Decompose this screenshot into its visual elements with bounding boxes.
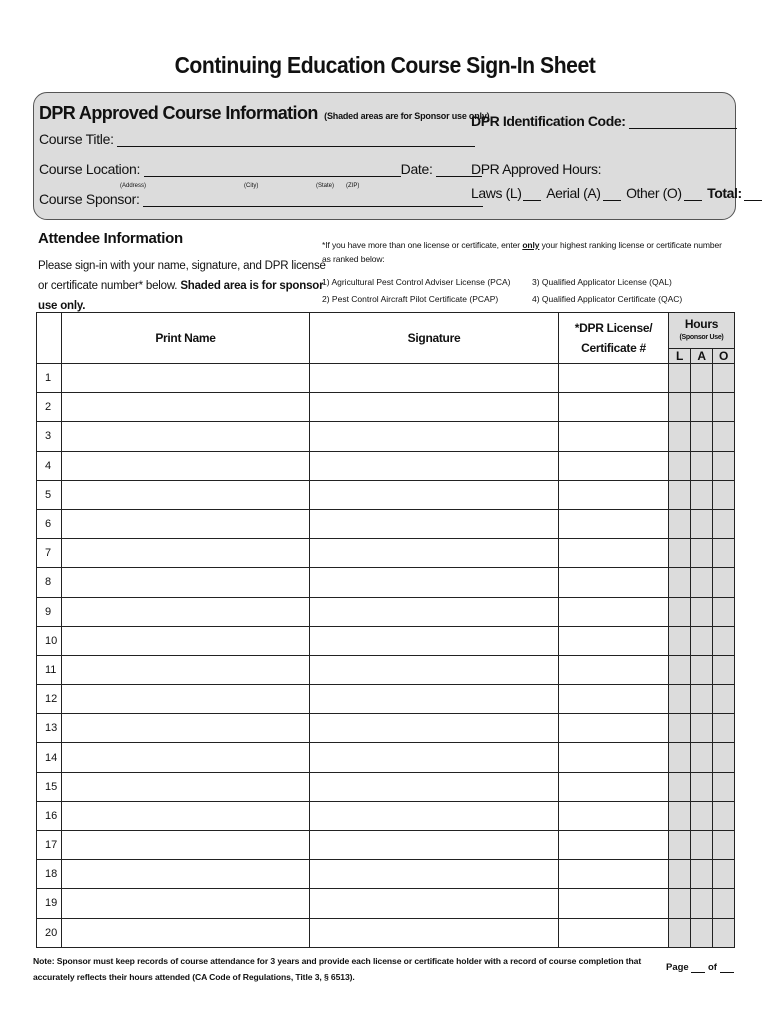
print-name-cell[interactable] <box>62 743 310 772</box>
row-number: 9 <box>37 597 62 626</box>
hours-other-cell[interactable] <box>713 364 735 393</box>
license-rank-item: 2) Pest Control Aircraft Pilot Certificate (PCAP) <box>322 294 499 304</box>
row-number: 17 <box>37 831 62 860</box>
hours-other-cell[interactable] <box>713 860 735 889</box>
hours-other-cell[interactable] <box>713 480 735 509</box>
table-row <box>37 393 735 422</box>
row-number: 19 <box>37 889 62 918</box>
license-number-cell[interactable] <box>559 393 669 422</box>
hours-aerial-cell[interactable] <box>691 539 713 568</box>
license-number-cell[interactable] <box>559 743 669 772</box>
row-number: 5 <box>37 480 62 509</box>
hours-laws-cell[interactable] <box>669 772 691 801</box>
row-number: 12 <box>37 685 62 714</box>
hours-other-cell[interactable] <box>713 801 735 830</box>
table-row <box>37 626 735 655</box>
license-number-cell[interactable] <box>559 626 669 655</box>
table-row <box>37 685 735 714</box>
hours-aerial-cell[interactable] <box>691 364 713 393</box>
hours-aerial-cell[interactable] <box>691 655 713 684</box>
row-number: 18 <box>37 860 62 889</box>
page-total-field[interactable] <box>720 962 734 973</box>
row-number: 8 <box>37 568 62 597</box>
signature-cell[interactable] <box>310 831 559 860</box>
license-header-line2: Certificate # <box>581 341 646 355</box>
signature-cell[interactable] <box>310 422 559 451</box>
dpr-id-row <box>471 113 737 129</box>
hours-aerial-cell[interactable] <box>691 393 713 422</box>
sponsor-section-heading <box>39 103 489 124</box>
table-row <box>37 597 735 626</box>
page-number-field[interactable] <box>691 962 705 973</box>
hours-laws-cell[interactable] <box>669 422 691 451</box>
course-sponsor-row <box>39 191 483 207</box>
print-name-cell[interactable] <box>62 393 310 422</box>
hours-laws-cell[interactable] <box>669 568 691 597</box>
row-number-header <box>37 313 62 364</box>
hours-laws-cell[interactable] <box>669 860 691 889</box>
row-number: 1 <box>37 364 62 393</box>
signature-cell[interactable] <box>310 714 559 743</box>
table-row <box>37 364 735 393</box>
sign-in-table <box>36 312 735 948</box>
signature-cell[interactable] <box>310 568 559 597</box>
row-number: 13 <box>37 714 62 743</box>
course-title-field[interactable] <box>117 134 475 147</box>
hours-laws-cell[interactable] <box>669 393 691 422</box>
hours-other-cell[interactable] <box>713 655 735 684</box>
signature-cell[interactable] <box>310 655 559 684</box>
course-location-label: Course Location: <box>39 161 141 177</box>
hours-laws-cell[interactable] <box>669 918 691 947</box>
license-number-header <box>559 313 669 364</box>
attendee-section-heading: Attendee Information <box>38 230 183 247</box>
license-number-cell[interactable] <box>559 480 669 509</box>
course-sponsor-label: Course Sponsor: <box>39 191 140 207</box>
table-row <box>37 480 735 509</box>
note-suffix: your highest ranking license or certificate number as ranked below: <box>322 240 722 264</box>
hours-laws-cell[interactable] <box>669 889 691 918</box>
signature-cell[interactable] <box>310 393 559 422</box>
license-rank-item: 3) Qualified Applicator License (QAL) <box>532 277 672 287</box>
license-rank-list-left <box>322 274 511 308</box>
dpr-hours-label: DPR Approved Hours: <box>471 161 602 177</box>
print-name-cell[interactable] <box>62 568 310 597</box>
hours-categories-row <box>471 185 764 201</box>
signature-cell[interactable] <box>310 364 559 393</box>
hours-aerial-cell[interactable] <box>691 626 713 655</box>
course-title-row <box>39 131 475 147</box>
hours-laws-cell[interactable] <box>669 685 691 714</box>
hours-laws-cell[interactable] <box>669 509 691 538</box>
hours-aerial-header: A <box>691 349 713 364</box>
print-name-header: Print Name <box>62 313 310 364</box>
hours-laws-cell[interactable] <box>669 626 691 655</box>
hours-aerial-cell[interactable] <box>691 451 713 480</box>
hours-other-cell[interactable] <box>713 743 735 772</box>
dpr-id-label: DPR Identification Code: <box>471 113 626 129</box>
row-number: 2 <box>37 393 62 422</box>
other-label: Other (O) <box>626 185 682 201</box>
license-number-cell[interactable] <box>559 539 669 568</box>
hours-laws-header: L <box>669 349 691 364</box>
print-name-cell[interactable] <box>62 714 310 743</box>
total-hours-field[interactable] <box>744 188 762 201</box>
row-number: 4 <box>37 451 62 480</box>
license-number-cell[interactable] <box>559 364 669 393</box>
hours-laws-cell[interactable] <box>669 597 691 626</box>
row-number: 15 <box>37 772 62 801</box>
signature-cell[interactable] <box>310 801 559 830</box>
table-row <box>37 918 735 947</box>
hours-other-cell[interactable] <box>713 714 735 743</box>
signature-cell[interactable] <box>310 743 559 772</box>
hours-laws-cell[interactable] <box>669 831 691 860</box>
hours-aerial-cell[interactable] <box>691 480 713 509</box>
license-header-line1: *DPR License/ <box>574 321 653 335</box>
sponsor-heading-note: (Shaded areas are for Sponsor use only) <box>324 111 490 121</box>
hours-laws-cell[interactable] <box>669 539 691 568</box>
table-row <box>37 801 735 830</box>
table-row <box>37 743 735 772</box>
hours-other-cell[interactable] <box>713 451 735 480</box>
hours-aerial-cell[interactable] <box>691 860 713 889</box>
print-name-cell[interactable] <box>62 889 310 918</box>
state-sublabel: (State) <box>316 183 335 189</box>
hours-aerial-cell[interactable] <box>691 889 713 918</box>
hours-other-cell[interactable] <box>713 889 735 918</box>
license-rank-item: 1) Agricultural Pest Control Adviser License (PCA) <box>322 277 511 287</box>
course-sponsor-field[interactable] <box>143 194 483 207</box>
row-number: 10 <box>37 626 62 655</box>
license-number-cell[interactable] <box>559 422 669 451</box>
of-label: of <box>708 962 717 973</box>
hours-header-label: Hours <box>684 316 719 331</box>
signature-cell[interactable] <box>310 509 559 538</box>
hours-aerial-cell[interactable] <box>691 597 713 626</box>
table-row <box>37 772 735 801</box>
table-row <box>37 831 735 860</box>
license-number-cell[interactable] <box>559 889 669 918</box>
hours-other-cell[interactable] <box>713 772 735 801</box>
table-row <box>37 509 735 538</box>
hours-laws-cell[interactable] <box>669 451 691 480</box>
license-number-cell[interactable] <box>559 509 669 538</box>
note-prefix: *If you have more than one license or certificate, enter <box>322 240 521 250</box>
row-number: 14 <box>37 743 62 772</box>
hours-aerial-cell[interactable] <box>691 685 713 714</box>
print-name-cell[interactable] <box>62 539 310 568</box>
hours-aerial-cell[interactable] <box>691 918 713 947</box>
print-name-cell[interactable] <box>62 597 310 626</box>
print-name-cell[interactable] <box>62 480 310 509</box>
print-name-cell[interactable] <box>62 685 310 714</box>
license-number-cell[interactable] <box>559 597 669 626</box>
row-number: 20 <box>37 918 62 947</box>
signature-cell[interactable] <box>310 626 559 655</box>
print-name-cell[interactable] <box>62 422 310 451</box>
table-row <box>37 568 735 597</box>
hours-aerial-cell[interactable] <box>691 509 713 538</box>
hours-aerial-cell[interactable] <box>691 772 713 801</box>
hours-laws-cell[interactable] <box>669 655 691 684</box>
attendee-instructions <box>38 256 328 316</box>
table-row <box>37 714 735 743</box>
hours-laws-cell[interactable] <box>669 801 691 830</box>
license-number-cell[interactable] <box>559 714 669 743</box>
table-row <box>37 860 735 889</box>
course-title-label: Course Title: <box>39 131 114 147</box>
table-row <box>37 889 735 918</box>
table-row <box>37 655 735 684</box>
course-location-row <box>39 161 482 177</box>
license-number-cell[interactable] <box>559 772 669 801</box>
hours-other-cell[interactable] <box>713 597 735 626</box>
hours-laws-cell[interactable] <box>669 743 691 772</box>
total-label: Total: <box>707 185 742 201</box>
signature-cell[interactable] <box>310 597 559 626</box>
print-name-cell[interactable] <box>62 860 310 889</box>
hours-aerial-cell[interactable] <box>691 831 713 860</box>
aerial-hours-field[interactable] <box>603 188 621 201</box>
hours-other-cell[interactable] <box>713 626 735 655</box>
laws-hours-field[interactable] <box>523 188 541 201</box>
city-sublabel: (City) <box>244 183 259 189</box>
hours-other-cell[interactable] <box>713 509 735 538</box>
attendee-instructions-text: Please sign-in with your name, signature, and DPR license or certificate number* below. <box>38 260 326 292</box>
table-row <box>37 451 735 480</box>
hours-header-note: (Sponsor Use) <box>679 333 724 341</box>
sign-in-rows <box>37 364 735 948</box>
print-name-cell[interactable] <box>62 364 310 393</box>
row-number: 16 <box>37 801 62 830</box>
signature-cell[interactable] <box>310 889 559 918</box>
signature-cell[interactable] <box>310 685 559 714</box>
license-number-cell[interactable] <box>559 831 669 860</box>
table-row <box>37 539 735 568</box>
signature-header: Signature <box>310 313 559 364</box>
sponsor-heading-text: DPR Approved Course Information <box>39 103 318 123</box>
row-number: 11 <box>37 655 62 684</box>
hours-header <box>669 313 735 349</box>
page-label: Page <box>666 962 689 973</box>
laws-label: Laws (L) <box>471 185 522 201</box>
hours-other-header: O <box>713 349 735 364</box>
hours-aerial-cell[interactable] <box>691 714 713 743</box>
hours-aerial-cell[interactable] <box>691 568 713 597</box>
hours-laws-cell[interactable] <box>669 364 691 393</box>
print-name-cell[interactable] <box>62 918 310 947</box>
license-rank-item: 4) Qualified Applicator Certificate (QAC) <box>532 294 683 304</box>
address-sublabel: (Address) <box>120 183 147 189</box>
license-ranking-note <box>322 238 732 266</box>
note-emphasis: only <box>522 240 540 250</box>
hours-aerial-cell[interactable] <box>691 422 713 451</box>
signature-cell[interactable] <box>310 539 559 568</box>
print-name-cell[interactable] <box>62 801 310 830</box>
row-number: 7 <box>37 539 62 568</box>
zip-sublabel: (ZIP) <box>346 183 360 189</box>
print-name-cell[interactable] <box>62 772 310 801</box>
hours-laws-cell[interactable] <box>669 480 691 509</box>
print-name-cell[interactable] <box>62 451 310 480</box>
hours-other-cell[interactable] <box>713 918 735 947</box>
print-name-cell[interactable] <box>62 655 310 684</box>
license-number-cell[interactable] <box>559 801 669 830</box>
signature-cell[interactable] <box>310 451 559 480</box>
course-location-field[interactable] <box>144 164 401 177</box>
license-rank-list-right <box>532 274 682 308</box>
license-number-cell[interactable] <box>559 685 669 714</box>
hours-other-cell[interactable] <box>713 539 735 568</box>
other-hours-field[interactable] <box>684 188 702 201</box>
license-number-cell[interactable] <box>559 860 669 889</box>
row-number: 6 <box>37 509 62 538</box>
signature-cell[interactable] <box>310 480 559 509</box>
print-name-cell[interactable] <box>62 509 310 538</box>
row-number: 3 <box>37 422 62 451</box>
dpr-id-field[interactable] <box>629 116 737 129</box>
license-number-cell[interactable] <box>559 655 669 684</box>
hours-other-cell[interactable] <box>713 393 735 422</box>
hours-other-cell[interactable] <box>713 831 735 860</box>
page-title: Continuing Education Course Sign-In Sheet <box>174 52 596 78</box>
signature-cell[interactable] <box>310 772 559 801</box>
date-label: Date: <box>400 161 433 177</box>
page-counter <box>666 962 734 973</box>
license-number-cell[interactable] <box>559 918 669 947</box>
hours-laws-cell[interactable] <box>669 714 691 743</box>
hours-aerial-cell[interactable] <box>691 743 713 772</box>
hours-other-cell[interactable] <box>713 568 735 597</box>
table-row <box>37 422 735 451</box>
print-name-cell[interactable] <box>62 831 310 860</box>
signature-cell[interactable] <box>310 860 559 889</box>
sponsor-info-box <box>33 92 742 220</box>
footer-note: Note: Sponsor must keep records of course attendance for 3 years and provide each license or certificate holder with a record of course completion that accurately reflects their hours attended (CA Code of Regulations, Title 3, § 6513). <box>33 956 642 982</box>
hours-aerial-cell[interactable] <box>691 801 713 830</box>
license-number-cell[interactable] <box>559 451 669 480</box>
hours-other-cell[interactable] <box>713 685 735 714</box>
print-name-cell[interactable] <box>62 626 310 655</box>
hours-other-cell[interactable] <box>713 422 735 451</box>
aerial-label: Aerial (A) <box>546 185 601 201</box>
signature-cell[interactable] <box>310 918 559 947</box>
attendee-instructions-bold: Shaded area is for sponsor use only. <box>38 280 324 312</box>
license-number-cell[interactable] <box>559 568 669 597</box>
